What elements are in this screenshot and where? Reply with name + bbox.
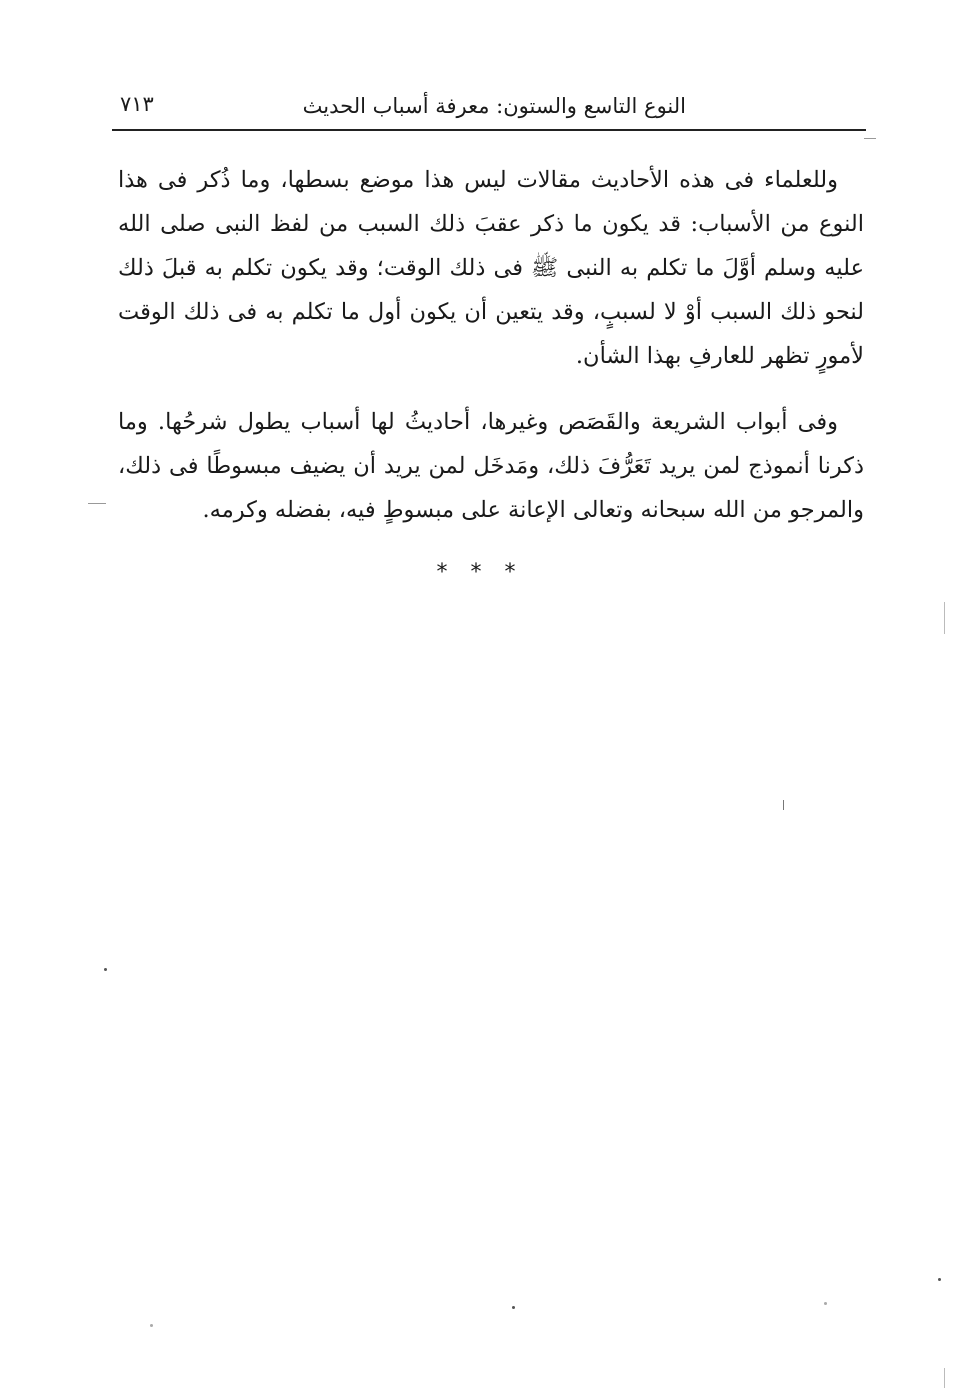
scan-mark (783, 800, 784, 810)
paragraph: وفى أبواب الشريعة والقَصَص وغيرها، أحاديثُ لها أسباب يطول شرحُها. وما ذكرنا أنموذج لمن يريد تَعَرُّفَ ذلك، ومَدخَل لمن يريد أن يضيف مبسوطًا فى ذلك، والمرجو من الله سبحانه وتعالى الإعانة على مبسوطٍ فيه، بفضله وكرمه. (118, 409, 864, 523)
scan-speck (104, 968, 107, 971)
scan-speck (150, 1324, 153, 1327)
page-number: ٧١٣ (120, 92, 154, 116)
scan-speck (938, 1278, 941, 1281)
scan-mark (944, 602, 945, 634)
section-separator: * * * (436, 560, 524, 585)
body-text (118, 158, 864, 532)
page-header (112, 88, 866, 128)
scan-mark (864, 138, 876, 139)
scan-speck (512, 1306, 515, 1309)
header-rule (112, 129, 866, 131)
scan-speck (824, 1302, 827, 1305)
running-title: النوع التاسع والستون: معرفة أسباب الحديث (302, 94, 686, 118)
scan-mark (88, 503, 106, 504)
scan-mark (944, 1368, 945, 1388)
paragraph: وللعلماء فى هذه الأحاديث مقالات ليس هذا موضع بسطها، وما ذُكر فى هذا النوع من الأسباب: قد يكون ما ذكر عقبَ ذلك السبب من لفظ النبى صلى الله عليه وسلم أوَّلَ ما تكلم به النبى ﷺ فى ذلك الوقت؛ وقد يكون تكلم به قبلَ ذلك لنحو ذلك السبب أوْ لا لسببٍ، وقد يتعين أن يكون أول ما تكلم به فى ذلك الوقت لأمورٍ تظهر للعارفِ بهذا الشأن. (118, 167, 864, 369)
